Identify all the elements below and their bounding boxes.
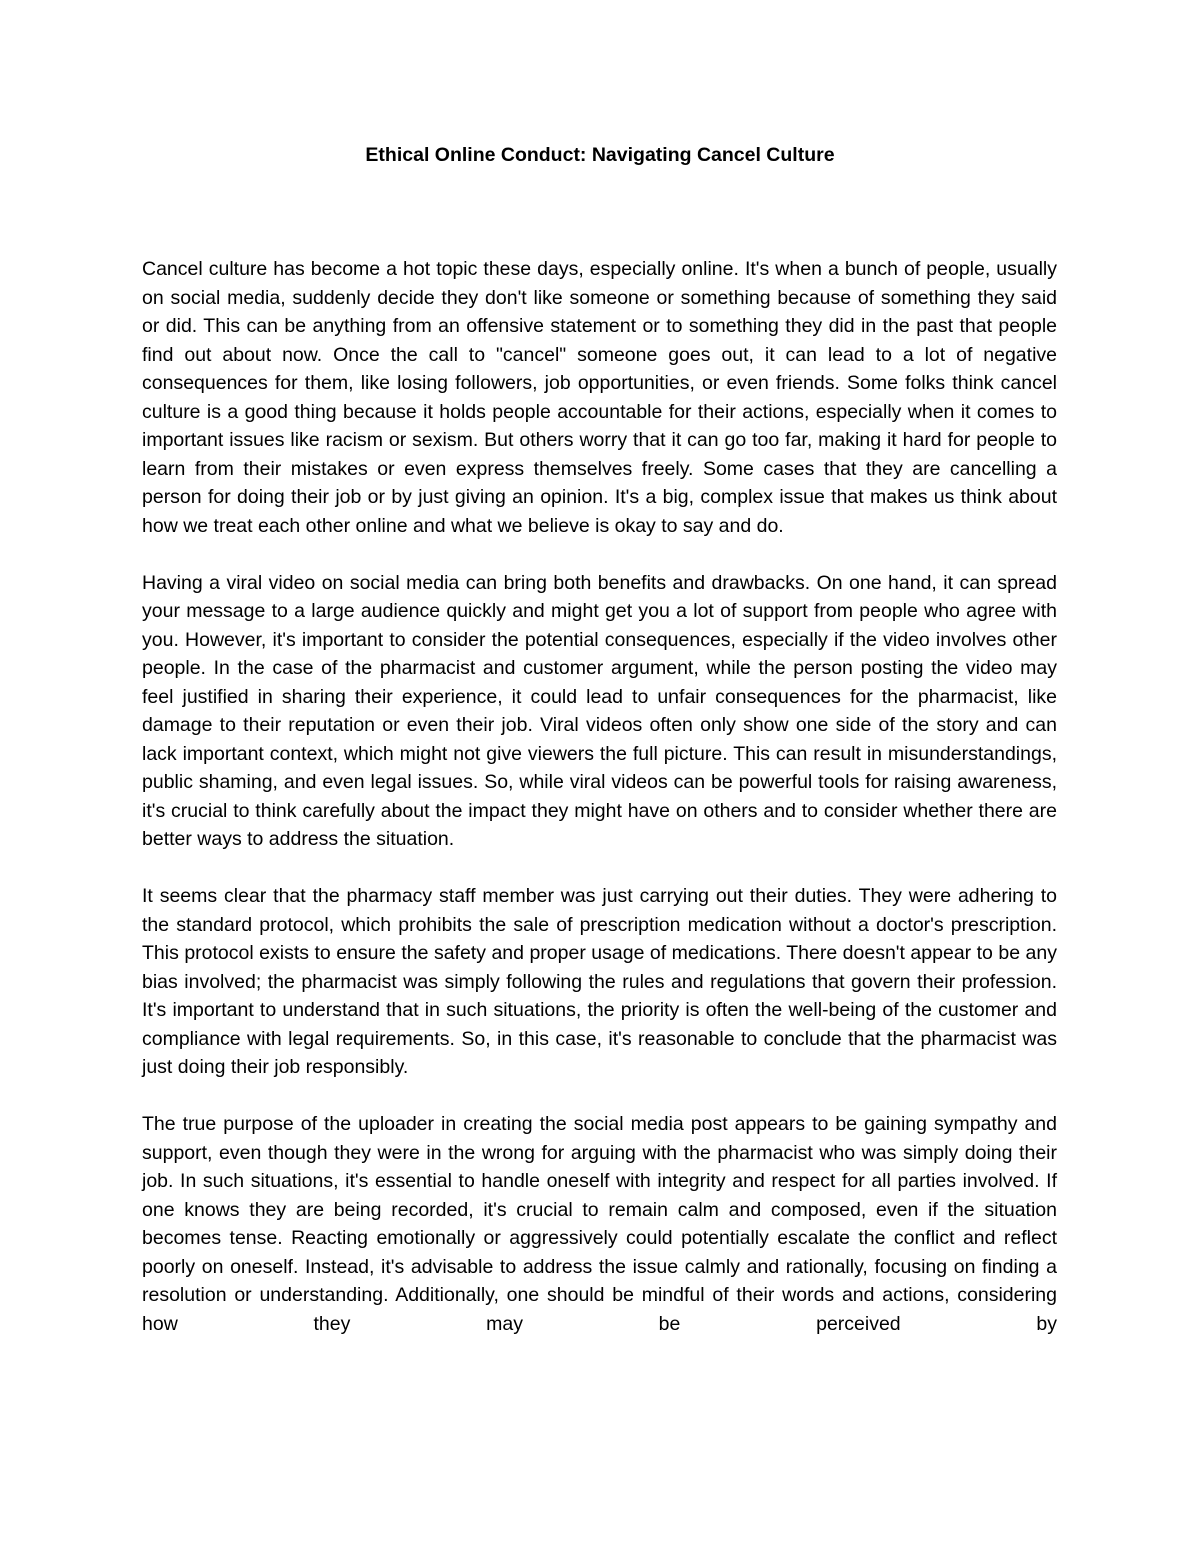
paragraph-1: Cancel culture has become a hot topic these days, especially online. It's when a bunch of people, usually on social media, suddenly decide they don't like someone or something because of something they said or did. This can be anything from an offensive statement or to something they did in the past that people find out about now. Once the call to "cancel" someone goes out, it can lead to a lot of negative consequences for them, like losing followers, job opportunities, or even friends. Some folks think cancel culture is a good thing because it holds people accountable for their actions, especially when it comes to important issues like racism or sexism. But others worry that it can go too far, making it hard for people to learn from their mistakes or even express themselves freely. Some cases that they are cancelling a person for doing their job or by just giving an opinion. It's a big, complex issue that makes us think about how we treat each other online and what we believe is okay to say and do. [142,258,1057,537]
paragraph-4: The true purpose of the uploader in creating the social media post appears to be gaining sympathy and support, even though they were in the wrong for arguing with the pharmacist who was simply doing their job. In such situations, it's essential to handle oneself with integrity and respect for all parties involved. If one knows they are being recorded, it's crucial to remain calm and composed, even if the situation becomes tense. Reacting emotionally or aggressively could potentially escalate the conflict and reflect poorly on oneself. Instead, it's advisable to address the issue calmly and rationally, focusing on finding a resolution or understanding. Additionally, one should be mindful of their words and actions, considering how they may be perceived by [142,1113,1057,1335]
paragraph-2: Having a viral video on social media can bring both benefits and drawbacks. On one hand, it can spread your message to a large audience quickly and might get you a lot of support from people who agree with you. However, it's important to consider the potential consequences, especially if the video involves other people. In the case of the pharmacist and customer argument, while the person posting the video may feel justified in sharing their experience, it could lead to unfair consequences for the pharmacist, like damage to their reputation or even their job. Viral videos often only show one side of the story and can lack important context, which might not give viewers the full picture. This can result in misunderstandings, public shaming, and even legal issues. So, while viral videos can be powerful tools for raising awareness, it's crucial to think carefully about the impact they might have on others and to consider whether there are better ways to address the situation. [142,571,1057,850]
paragraph-3: It seems clear that the pharmacy staff member was just carrying out their duties. They were adhering to the standard protocol, which prohibits the sale of prescription medication without a doctor's prescription. This protocol exists to ensure the safety and proper usage of medications. There doesn't appear to be any bias involved; the pharmacist was simply following the rules and regulations that govern their profession. It's important to understand that in such situations, the priority is often the well-being of the customer and compliance with legal requirements. So, in this case, it's reasonable to conclude that the pharmacist was just doing their job responsibly. [142,885,1057,1078]
document-body [142,255,1057,1367]
document-title: Ethical Online Conduct: Navigating Cancel Culture [365,144,835,166]
